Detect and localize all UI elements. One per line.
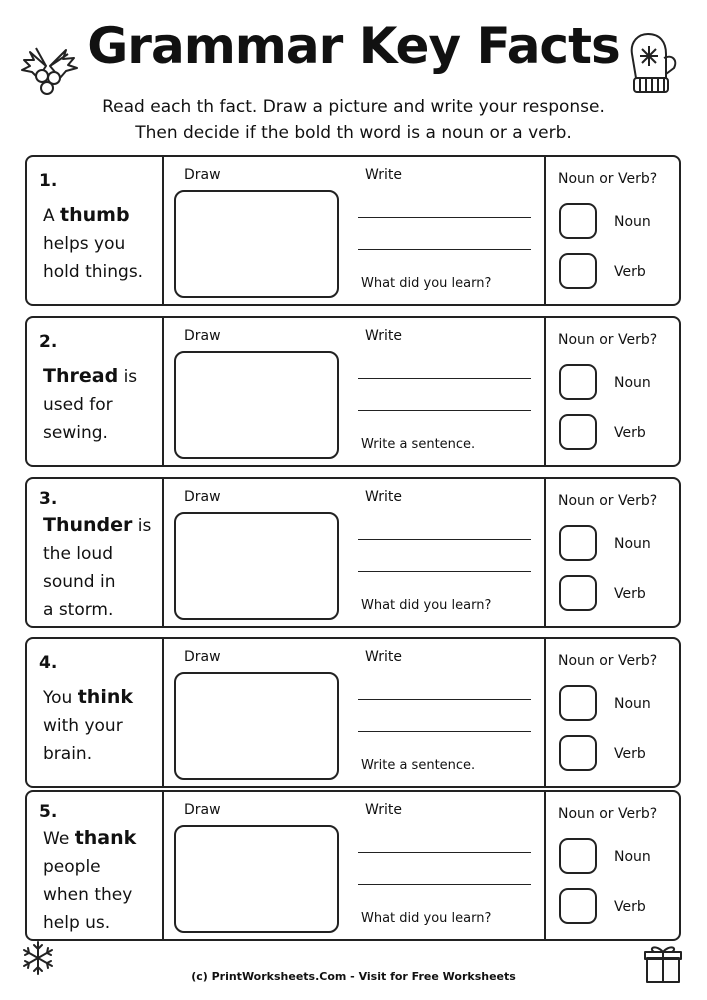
noun-checkbox[interactable] [559, 838, 597, 874]
write-prompt: Write a sentence. [361, 437, 476, 452]
write-line[interactable] [358, 852, 531, 853]
fact-number: 2. [39, 332, 58, 352]
bold-word: thumb [60, 204, 130, 226]
fact-line: A thumb [43, 204, 130, 226]
write-prompt: Write a sentence. [361, 758, 476, 773]
bold-word: Thunder [43, 514, 133, 536]
noun-label: Noun [614, 696, 651, 712]
fact-number: 4. [39, 653, 58, 673]
verb-label: Verb [614, 264, 646, 280]
footer-credit: (c) PrintWorksheets.Com - Visit for Free Worksheets [191, 970, 516, 983]
draw-label: Draw [184, 802, 221, 818]
divider [162, 639, 164, 786]
write-label: Write [365, 167, 402, 183]
noun-checkbox[interactable] [559, 685, 597, 721]
bold-word: think [77, 686, 134, 708]
write-line[interactable] [358, 378, 531, 379]
write-line[interactable] [358, 884, 531, 885]
fact-line: You think [43, 686, 134, 708]
draw-label: Draw [184, 167, 221, 183]
fact-line: We thank [43, 827, 137, 849]
divider [544, 479, 546, 626]
write-line[interactable] [358, 217, 531, 218]
verb-checkbox[interactable] [559, 735, 597, 771]
noun-label: Noun [614, 214, 651, 230]
verb-checkbox[interactable] [559, 414, 597, 450]
write-line[interactable] [358, 249, 531, 250]
write-line[interactable] [358, 410, 531, 411]
write-label: Write [365, 649, 402, 665]
fact-card-5 [25, 790, 681, 941]
fact-line: the loud [43, 544, 113, 564]
noun-or-verb-label: Noun or Verb? [558, 806, 658, 822]
write-line[interactable] [358, 731, 531, 732]
divider [162, 157, 164, 304]
noun-label: Noun [614, 536, 651, 552]
verb-label: Verb [614, 899, 646, 915]
draw-box[interactable] [174, 672, 339, 780]
fact-line: Thread is [43, 365, 138, 387]
noun-checkbox[interactable] [559, 525, 597, 561]
noun-or-verb-label: Noun or Verb? [558, 493, 658, 509]
divider [162, 318, 164, 465]
fact-number: 3. [39, 489, 58, 509]
fact-line: hold things. [43, 262, 144, 282]
mitten-icon [620, 28, 680, 98]
verb-label: Verb [614, 586, 646, 602]
verb-checkbox[interactable] [559, 253, 597, 289]
write-line[interactable] [358, 571, 531, 572]
write-label: Write [365, 328, 402, 344]
fact-text [43, 201, 158, 286]
fact-card-3 [25, 477, 681, 628]
fact-line: brain. [43, 744, 93, 764]
divider [162, 792, 164, 939]
noun-or-verb-label: Noun or Verb? [558, 171, 658, 187]
verb-checkbox[interactable] [559, 888, 597, 924]
fact-line: when they [43, 885, 133, 905]
noun-or-verb-label: Noun or Verb? [558, 332, 658, 348]
write-prompt: What did you learn? [361, 911, 492, 926]
fact-line: help us. [43, 913, 111, 933]
fact-number: 1. [39, 171, 58, 191]
fact-line: Thunder is [43, 514, 152, 536]
verb-label: Verb [614, 425, 646, 441]
noun-label: Noun [614, 375, 651, 391]
instruction-line-2: Then decide if the bold th word is a noun or a verb. [135, 123, 572, 143]
divider [162, 479, 164, 626]
draw-box[interactable] [174, 190, 339, 298]
draw-label: Draw [184, 328, 221, 344]
draw-box[interactable] [174, 351, 339, 459]
fact-line: used for [43, 395, 113, 415]
fact-number: 5. [39, 802, 58, 822]
fact-line: sound in [43, 572, 116, 592]
noun-or-verb-label: Noun or Verb? [558, 653, 658, 669]
write-label: Write [365, 802, 402, 818]
instruction-line-1: Read each th fact. Draw a picture and write your response. [102, 97, 605, 117]
noun-checkbox[interactable] [559, 203, 597, 239]
divider [544, 157, 546, 304]
page-title: Grammar Key Facts [87, 17, 620, 75]
draw-box[interactable] [174, 512, 339, 620]
draw-box[interactable] [174, 825, 339, 933]
fact-text [43, 824, 158, 937]
fact-text [43, 511, 158, 624]
noun-checkbox[interactable] [559, 364, 597, 400]
write-line[interactable] [358, 699, 531, 700]
write-line[interactable] [358, 539, 531, 540]
write-prompt: What did you learn? [361, 276, 492, 291]
divider [544, 792, 546, 939]
fact-line: a storm. [43, 600, 114, 620]
fact-text [43, 683, 158, 768]
fact-line: people [43, 857, 101, 877]
divider [544, 639, 546, 786]
draw-label: Draw [184, 649, 221, 665]
fact-card-4 [25, 637, 681, 788]
fact-text [43, 362, 158, 447]
bold-word: Thread [43, 365, 119, 387]
fact-line: helps you [43, 234, 126, 254]
fact-card-1 [25, 155, 681, 306]
write-prompt: What did you learn? [361, 598, 492, 613]
noun-label: Noun [614, 849, 651, 865]
fact-line: with your [43, 716, 123, 736]
fact-card-2 [25, 316, 681, 467]
write-label: Write [365, 489, 402, 505]
bold-word: thank [74, 827, 137, 849]
verb-checkbox[interactable] [559, 575, 597, 611]
draw-label: Draw [184, 489, 221, 505]
holly-icon [16, 36, 82, 98]
fact-line: sewing. [43, 423, 108, 443]
divider [544, 318, 546, 465]
verb-label: Verb [614, 746, 646, 762]
instructions [0, 94, 707, 146]
